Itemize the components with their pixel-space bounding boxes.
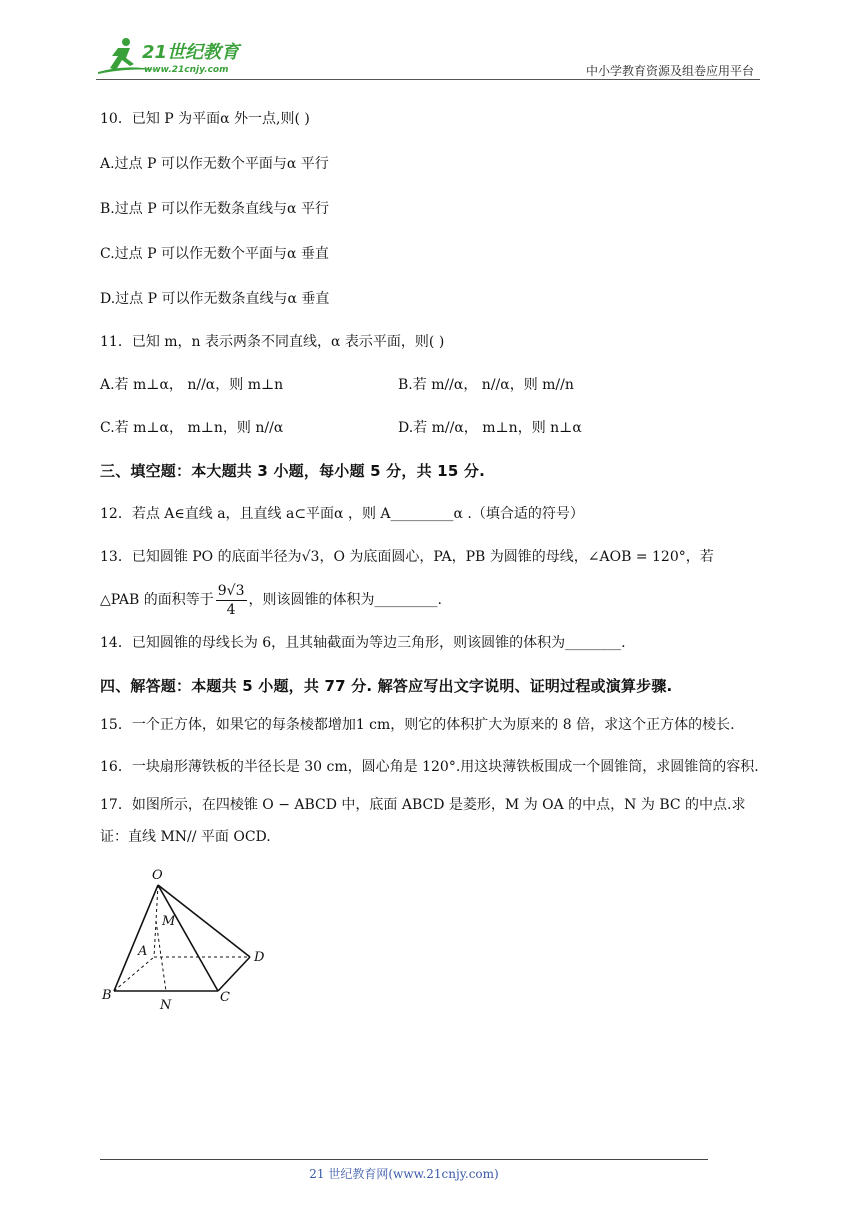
- logo-text: 21世纪教育: [142, 42, 240, 63]
- logo-url: www.21cnjy.com: [144, 65, 229, 75]
- q11-option-b: B.若 m//α， n//α，则 m//n: [398, 377, 574, 393]
- q16-text: 16．一块扇形薄铁板的半径长是 30 cm，圆心角是 120°.用这块薄铁板围成一个圆锥筒，求圆锥筒的容积.: [100, 759, 759, 775]
- label-d: D: [254, 950, 265, 965]
- q13-line2-post: ，则该圆锥的体积为_________.: [248, 592, 442, 608]
- edge-ab-hidden: [114, 957, 154, 991]
- q11-option-a: A.若 m⊥α， n//α，则 m⊥n: [100, 377, 284, 393]
- q17-text: 17．如图所示，在四棱锥 O − ABCD 中，底面 ABCD 是菱形，M 为 OA 的中点，N 为 BC 的中点.求证：直线 MN// 平面 OCD.: [100, 797, 746, 845]
- footer-divider: [100, 1159, 708, 1160]
- edge-ob: [114, 885, 158, 991]
- q14-text: 14．已知圆锥的母线长为 6，且其轴截面为等边三角形，则该圆锥的体积为________.: [100, 635, 626, 651]
- q11-option-d: D.若 m//α， m⊥n，则 n⊥α: [398, 420, 582, 436]
- footer-text: 21 世纪教育网(www.21cnjy.com): [309, 1167, 499, 1181]
- q13-line2-pre: △PAB 的面积等于: [100, 592, 214, 608]
- label-c: C: [220, 990, 230, 1005]
- q10-stem: 10．已知 P 为平面α 外一点,则( ): [100, 111, 310, 127]
- q13-line1: 13．已知圆锥 PO 的底面半径为√3，O 为底面圆心，PA，PB 为圆锥的母线，∠AOB = 120°，若: [100, 549, 714, 565]
- segment-mn-hidden: [156, 921, 166, 991]
- section-3-heading: 三、填空题：本大题共 3 小题，每小题 5 分，共 15 分.: [100, 462, 485, 480]
- q11-row-ab: [100, 374, 762, 396]
- q12-text: 12．若点 A∈直线 a，且直线 a⊂平面α ，则 A_________α .（填合适的符号）: [100, 506, 584, 522]
- label-m: M: [162, 914, 176, 929]
- q11-row-cd: [100, 417, 762, 439]
- question-content: [100, 108, 762, 1021]
- label-o: O: [152, 868, 163, 883]
- fraction-numerator: 9√3: [217, 582, 245, 599]
- q11-stem: 11．已知 m，n 表示两条不同直线，α 表示平面，则( ): [100, 334, 445, 350]
- pyramid-figure: [100, 867, 280, 1017]
- q13-line2: [100, 580, 762, 620]
- site-logo: [96, 34, 266, 78]
- q10-option-a: A.过点 P 可以作无数个平面与α 平行: [100, 156, 329, 172]
- label-b: B: [102, 988, 112, 1003]
- section-4-heading: 四、解答题：本题共 5 小题，共 77 分. 解答应写出文字说明、证明过程或演算步骤.: [100, 677, 673, 695]
- fraction-denominator: 4: [226, 601, 236, 618]
- q10-option-c: C.过点 P 可以作无数个平面与α 垂直: [100, 246, 329, 262]
- edge-oc: [158, 885, 218, 991]
- edge-cd: [218, 957, 250, 991]
- header-platform-text: 中小学教育资源及组卷应用平台: [585, 64, 754, 78]
- q11-option-c: C.若 m⊥α， m⊥n，则 n//α: [100, 420, 284, 436]
- q10-option-b: B.过点 P 可以作无数条直线与α 平行: [100, 201, 329, 217]
- label-a: A: [138, 944, 148, 959]
- header-divider: [96, 79, 760, 80]
- q13-fraction: [216, 582, 247, 619]
- q15-text: 15．一个正方体，如果它的每条棱都增加1 cm，则它的体积扩大为原来的 8 倍，求这个正方体的棱长.: [100, 717, 735, 733]
- label-n: N: [160, 998, 172, 1013]
- q10-option-d: D.过点 P 可以作无数条直线与α 垂直: [100, 291, 330, 307]
